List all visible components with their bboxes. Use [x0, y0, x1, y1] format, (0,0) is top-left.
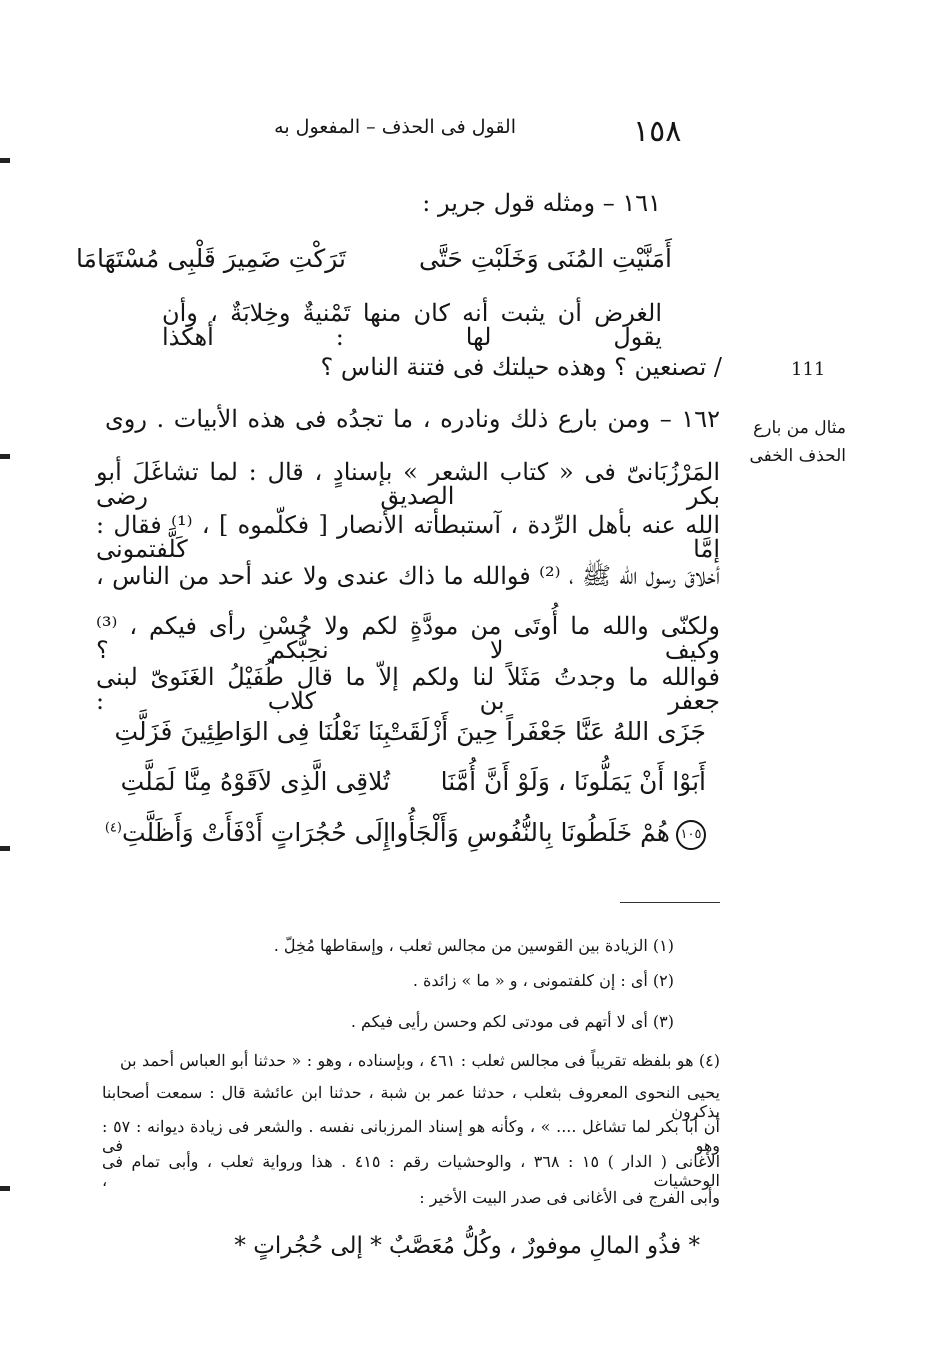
footnote: (٣) أى لا أتهم فى مودتى لكم وحسن رأيى فيكم . [350, 1012, 674, 1031]
commentary-line: / تصنعين ؟ وهذه حيلتك فى فتنة الناس ؟ [320, 353, 722, 381]
page-number: ١٥٨ [633, 114, 682, 149]
running-title: القول فى الحذف – المفعول به [274, 116, 516, 138]
margin-note-line: مثال من بارع [753, 418, 846, 438]
verse-hemistich-text: إِلَى حُجُرَاتٍ أَدْفَأَتْ وَأَظَلَّتِ [121, 818, 390, 847]
scan-edge-mark [0, 158, 10, 163]
verse-second-hemistich: بِنَا نَعْلُنَا فِى الوَاطِئِينَ فَزَلَّتِ [114, 717, 390, 746]
footnote: (١) الزيادة بين القوسين من مجالس ثعلب ، وإسقاطها مُخِلّ . [273, 936, 674, 955]
section-162-line: أخلاقَ رسول الله ﷺ ، ⁽²⁾ فوالله ما ذاك عندى ولا عند أحد من الناس ، [96, 562, 721, 590]
footnote-continuation: يحيى النحوى المعروف بثعلب ، حدثنا عمر بن شبة ، حدثنا ابن عائشة قال : سمعت أصحابنا يذكرون [102, 1083, 720, 1121]
footnote-divider [620, 902, 720, 903]
section-162-line: فوالله ما وجدتُ مَثَلاً لنا ولكم إلاّ ما قال طُفَيْلُ الغَنَوىّ لبنى جعفر بن كلاب : [96, 663, 720, 715]
verse-second-hemistich: تُلاقِى الَّذِى لاَقَوْهُ مِنَّا لَمَلَّتِ [120, 767, 390, 796]
footnote-continuation: أن أبا بكر لما تشاغل .... » ، وكأنه هو إسناد المرزبانى نفسه . والشعر فى زيادة ديوانه : ٥٧ : وهو فى [102, 1117, 720, 1155]
scan-edge-mark [0, 846, 10, 851]
footnote: (٤) هو بلفظه تقريباً فى مجالس ثعلب : ٤٦١ ، وبإسناده ، وهو : « حدثنا أبو العباس أحمد بن [120, 1051, 720, 1070]
verse-number-badge: ١٠٥ [676, 820, 706, 850]
margin-note-line: الحذف الخفى [749, 446, 846, 466]
section-162-line: الله عنه بأهل الرِّدة ، آستبطأته الأنصار [ فكلّموه ] ، ⁽¹⁾ فقال : إمَّا كَلَّفتمونى [96, 511, 721, 563]
verse-second-hemistich [105, 818, 390, 847]
section-162-line: ١٦٢ – ومن بارع ذلك ونادره ، ما تجدُه فى هذه الأبيات . روى [105, 405, 720, 433]
verse-161-first-hemistich: أَمَنَّيْتِ المُنَى وَخَلَبْتِ حَتَّى [419, 244, 672, 273]
commentary-line: الغرض أن يثبت أنه كان منها تَمْنيةٌ وخِلابَةٌ ، وأن يقول لها : أهكذا [162, 299, 662, 351]
section-162-line: ولكنّى والله ما أُوتَى من مودَّةٍ لكم ولا حُسْنِ رأى فيكم ، ⁽³⁾ وكيف لا نحِبُّكم ؟ [96, 612, 720, 664]
verse-hemistich-text: هُمْ خَلَطُونَا بِالنُّفُوسِ وَأَلْجَأُوا [389, 818, 670, 847]
footnote-verse: * فذُو المالِ موفورٌ ، وكُلُّ مُعَصَّبٌ * إلى حُجُراتٍ * [234, 1233, 700, 1259]
margin-note [746, 414, 846, 470]
verse-first-hemistich: أَبَوْا أَنْ يَمَلُّونَا ، وَلَوْ أَنَّ أُمَّنَا [440, 767, 706, 796]
margin-paragraph-number: 111 [791, 359, 826, 380]
footnote-continuation: الأغانى ( الدار ) ١٥ : ٣٦٨ ، والوحشيات رقم : ٤١٥ . هذا ورواية ثعلب ، وأبى تمام فى الوحشيات ، [102, 1152, 721, 1190]
footnote: (٢) أى : إن كلفتمونى ، و « ما » زائدة . [412, 971, 674, 990]
footnote-continuation: وأبى الفرج فى الأغانى فى صدر البيت الأخير : [419, 1188, 720, 1207]
verse-first-hemistich: جَزَى اللهُ عَنَّا جَعْفَراً حِينَ أَزْلَقَتْ [384, 717, 706, 746]
section-162-line: المَرْزُبَانىّ فى « كتاب الشعر » بإسنادٍ ، قال : لما تشاغَلَ أبو بكر الصديق رضى [96, 458, 720, 510]
scan-edge-mark [0, 454, 10, 459]
scan-edge-mark [0, 1186, 10, 1191]
section-161-intro: ١٦١ – ومثله قول جرير : [422, 189, 661, 217]
footnote-reference: (٤) [104, 820, 122, 836]
verse-first-hemistich [389, 818, 706, 850]
verse-161-second-hemistich: تَرَكْتِ ضَمِيرَ قَلْبِى مُسْتَهَامَا [75, 244, 346, 273]
